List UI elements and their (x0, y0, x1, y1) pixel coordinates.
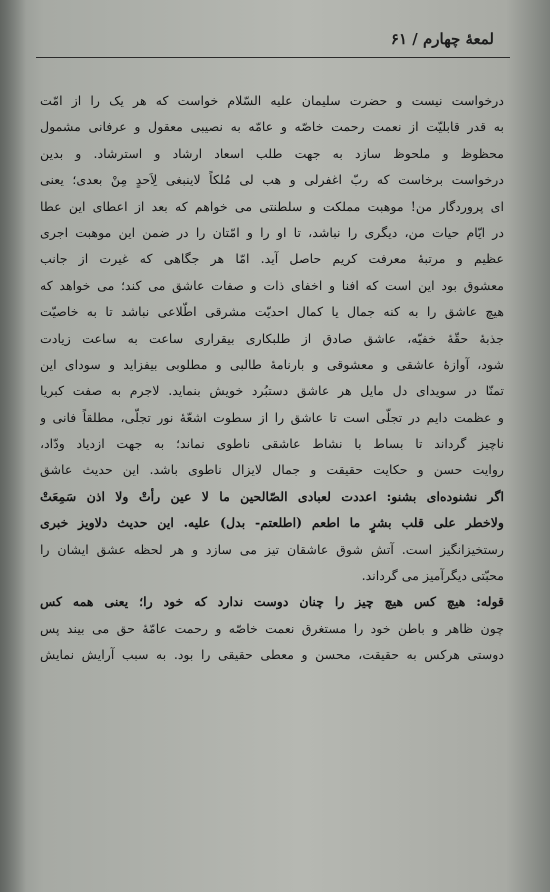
text-line: جذبهٔ حقّهٔ خفیّه، عاشق صادق از طلبکاری بیقراری ساعت به ساعت زیادت (40, 330, 504, 346)
text-line: در ایّام حیات من، دیگری را نباشد، تا او را و امّتان را در ضمن این موهبت اجری (40, 224, 504, 240)
text-line: شود، آوازهٔ عاشقی و معشوقی و بارنامهٔ طالبی و مطلوبی بیفزاید و سودای این (40, 356, 504, 372)
text-line: درخواست برخاست که ربّ اغفرلی و هب لی مُلکاً لاینبغی لِاَحدٍ مِنْ بعدی؛ یعنی (40, 172, 504, 188)
text-line: ولاخطر علی قلب بشرٍ ما اطعم (اطلعتم- بدل) علیه. این حدیث دلاویز خبری (40, 515, 504, 531)
text-line: دوستی هرکس به حقیقت، محسن و معطی حقیقی را بود. به سبب آرایش نمایش (40, 647, 504, 663)
text-line: ناچیز گرداند تا بساط با نشاط عاشقی ناطوی نماند؛ به جهت ازدیاد ودّاد، (40, 436, 504, 452)
text-line: هیچ عاشق را به کنه جمال یا کمال احدیّت مشرقی اطّلاعی نباشد تا به خاصیّت (40, 304, 504, 320)
text-line: تمنّا در سویدای دل مایل هر عاشق دستبُرد خویش بنماید. لاجرم به صفت کبریا (40, 383, 504, 399)
text-line: چون ظاهر و باطن خود را مستغرق نعمت خاصّه و رحمت عامّهٔ حق می بیند پس (40, 620, 504, 636)
text-line: و عظمت دایم در تجلّی است تا عاشق را از سطوت اشعّهٔ نور تجلّی، مطلقاً فانی و (40, 409, 504, 425)
text-line: روایت حسن و حکایت حقیقت و جمال لایزال ناطوی باشد. این حدیث عاشق (40, 462, 504, 478)
text-line: قوله: هیچ کس هیچ چیز را چنان دوست ندارد که خود را؛ یعنی همه کس (40, 594, 504, 610)
text-line: اگر نشنوده‌ای بشنو: اعددت لعبادی الصّالحین ما لا عین رأتْ ولا اذن سَمِعَتْ (40, 488, 504, 504)
page-body (40, 88, 504, 669)
text-line: ای پروردگار من! موهبت مملکت و سلطنتی می خواهم که بعد از اعطای این عطا (40, 198, 504, 214)
text-line: به قدر قابلیّت از نعمت رحمت خاصّه و عامّه به نصیبی معقول و عرفانی مشمول (40, 119, 504, 135)
text-line: محظوظ و ملحوظ سازد به جهت طلب اسعاد ارشاد و استرشاد. و بدین (40, 145, 504, 161)
text-line: معشوق بود این است که افنا و اخفای ذات و صفات عاشق می کند؛ می خواهد که (40, 277, 504, 293)
text-line: محبّتی دیگرآمیز می گرداند. (361, 568, 504, 584)
text-line: رستخیزانگیز است. آتش شوق عاشقان تیز می سازد و هر لحظه عشق ایشان را (40, 541, 504, 557)
page-header: لمعهٔ چهارم / ۶۱ (390, 30, 494, 48)
header-rule (36, 57, 510, 58)
page-gutter-shadow (0, 0, 26, 892)
text-line: درخواست نیست و حضرت سلیمان علیه السّلام خواست که هر یک را از امّت (40, 93, 504, 108)
text-line: عظیم و مرتبهٔ معرفت کریم حاصل آید. امّا هر جگاهی که غیرت از جانب (40, 251, 504, 267)
